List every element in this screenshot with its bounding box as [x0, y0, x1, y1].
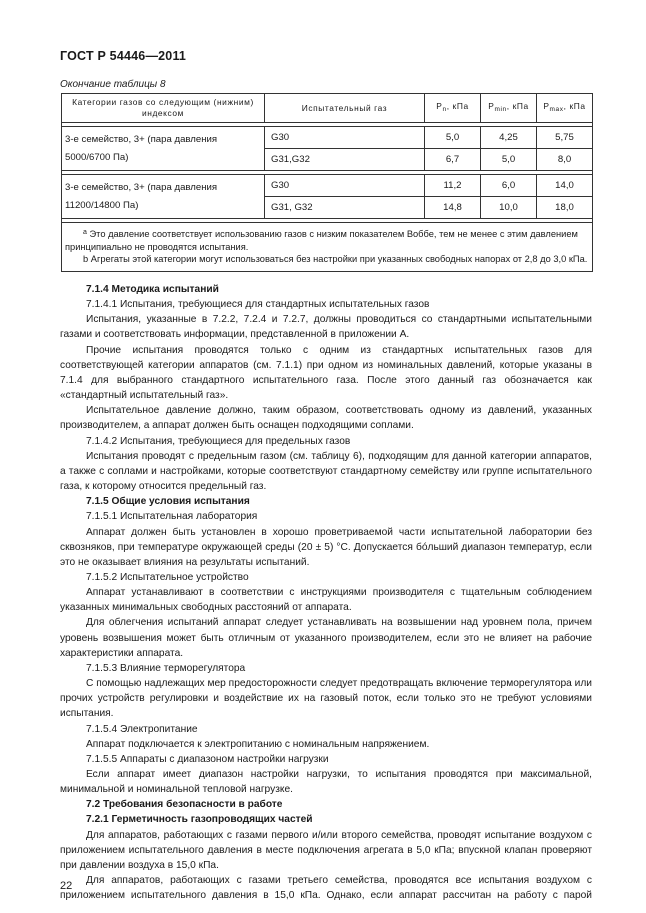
- body-paragraph: С помощью надлежащих мер предосторожности следует предотвращать включение терморегулятора или прочих устройств регулировки и воздействие их на газовый поток, если только это не требуют условиями испытания.: [60, 678, 592, 720]
- body-paragraph: 7.1.5.1 Испытательная лаборатория: [86, 511, 258, 523]
- body-paragraph: Аппарат подключается к электропитанию с номинальным напряжением.: [86, 738, 430, 750]
- column-header-gas: Испытательный газ: [265, 94, 425, 123]
- section-heading: 7.1.4 Методика испытаний: [86, 284, 219, 295]
- footnote-b: b Агрегаты этой категории могут использоваться без настройки при указанных свободных напорах от 2,8 до 3,0 кПа.: [83, 254, 588, 264]
- pmin-cell: 10,0: [481, 197, 537, 219]
- column-header-pmax: $P_{max}$, кПа: [537, 94, 593, 123]
- pmin-cell: 4,25: [481, 127, 537, 149]
- body-paragraph: Испытательное давление должно, таким образом, соответствовать одному из давлений, указанных производителем, а аппарат должен быть оснащен подходящими соплами.: [60, 405, 592, 432]
- section-heading: 7.2 Требования безопасности в работе: [86, 799, 283, 811]
- footnote-a: $^а$ Это давление соответствует использованию газов с низким показателем Воббе, тем не менее с этим давлением принципиально не проводятся испытания.: [65, 229, 578, 252]
- body-text: [60, 282, 592, 903]
- table-footnotes: [62, 223, 593, 272]
- body-paragraph: Испытания, указанные в 7.2.2, 7.2.4 и 7.2.7, должны проводиться со стандартными испытательными газами и соответствовать информации, представленной в приложении А.: [60, 314, 592, 341]
- gas-cell: G30: [265, 127, 425, 149]
- table-caption: Окончание таблицы 8: [60, 79, 166, 90]
- pmax-cell: 8,0: [537, 149, 593, 171]
- pn-cell: 11,2: [425, 175, 481, 197]
- category-cell: 3-е семейство, 3+ (пара давления 5000/6700 Па): [62, 127, 265, 171]
- body-paragraph: Испытания проводят с предельным газом (см. таблицу 6), подходящим для данной категории аппаратов, а также с соплами и настройками, которые соответствуют стандартному семейству или группе испытательного газа, к которому относится предельный газ.: [60, 450, 592, 493]
- body-paragraph: 7.1.5.2 Испытательное устройство: [86, 571, 249, 583]
- pmin-cell: 6,0: [481, 175, 537, 197]
- column-header-category: Категории газов со следующим (нижним) индексом: [62, 94, 265, 123]
- body-paragraph: Для аппаратов, работающих с газами третьего семейства, проводятся все испытания воздухом с приложением испытательного давления в 15,0 кПа. Однако, если аппарат рассчитан на работу с парой: [60, 875, 592, 902]
- gas-cell: G30: [265, 175, 425, 197]
- body-paragraph: Если аппарат имеет диапазон настройки нагрузки, то испытания проводятся при максимальной, минимальной и номинальной тепловой нагрузке.: [60, 769, 592, 796]
- column-header-pn: $P_n$, кПа: [425, 94, 481, 123]
- pn-cell: 6,7: [425, 149, 481, 171]
- section-heading: 7.2.1 Герметичность газопроводящих частей: [86, 814, 313, 826]
- pn-cell: 14,8: [425, 197, 481, 219]
- pmax-cell: 5,75: [537, 127, 593, 149]
- gas-pressure-table: [61, 93, 593, 272]
- pmax-cell: 14,0: [537, 175, 593, 197]
- body-paragraph: Аппарат должен быть установлен в хорошо проветриваемой части испытательной лаборатории без сквозняков, при температуре окружающей среды (20 ± 5) °С. Допускается бóльший диапазон температур, если это не оказывает влияния на результаты испытаний.: [60, 526, 592, 568]
- pmin-cell: 5,0: [481, 149, 537, 171]
- pmax-cell: 18,0: [537, 197, 593, 219]
- table-row: [62, 127, 593, 149]
- table-row: [62, 175, 593, 197]
- body-paragraph: 7.1.5.5 Аппараты с диапазоном настройки нагрузки: [86, 753, 329, 765]
- page-number: 22: [60, 880, 73, 892]
- body-paragraph: Для аппаратов, работающих с газами первого и/или второго семейства, проводят испытание воздухом с приложением испытательного давления в месте подключения агрегата в 5,0 кПа; впускной клапан проверяют при давлении воздуха в 15,0 кПа.: [60, 829, 592, 871]
- category-cell: 3-е семейство, 3+ (пара давления 11200/14800 Па): [62, 175, 265, 219]
- section-heading: 7.1.5 Общие условия испытания: [86, 496, 250, 508]
- pn-cell: 5,0: [425, 127, 481, 149]
- body-paragraph: 7.1.4.1 Испытания, требующиеся для стандартных испытательных газов: [86, 299, 430, 311]
- gas-cell: G31,G32: [265, 149, 425, 171]
- body-paragraph: Прочие испытания проводятся только с одним из стандартных испытательных газов для соответствующей категории аппаратов (см. 7.1.1) при одном из номинальных давлений, которые указаны в 7.1.4 для выбранного стандартного испытательного газа. После этого данный газ обозначается как «стандартный испытательный газ».: [60, 344, 592, 402]
- body-paragraph: Аппарат устанавливают в соответствии с инструкциями производителя с тщательным соблюдением указанных минимальных свободных расстояний от аппарата.: [60, 587, 592, 614]
- gas-cell: G31, G32: [265, 197, 425, 219]
- body-paragraph: Для облегчения испытаний аппарат следует устанавливать на возвышении над уровнем пола, причем уровень возвышения может быть отличным от указанного производителем, если это не влияет на рабочие характеристики аппарата.: [60, 617, 592, 659]
- body-paragraph: 7.1.4.2 Испытания, требующиеся для предельных газов: [86, 435, 351, 447]
- document-header: ГОСТ Р 54446—2011: [60, 49, 187, 63]
- column-header-pmin: $P_{min}$, кПа: [481, 94, 537, 123]
- body-paragraph: 7.1.5.3 Влияние терморегулятора: [86, 662, 246, 674]
- body-paragraph: 7.1.5.4 Электропитание: [86, 723, 198, 735]
